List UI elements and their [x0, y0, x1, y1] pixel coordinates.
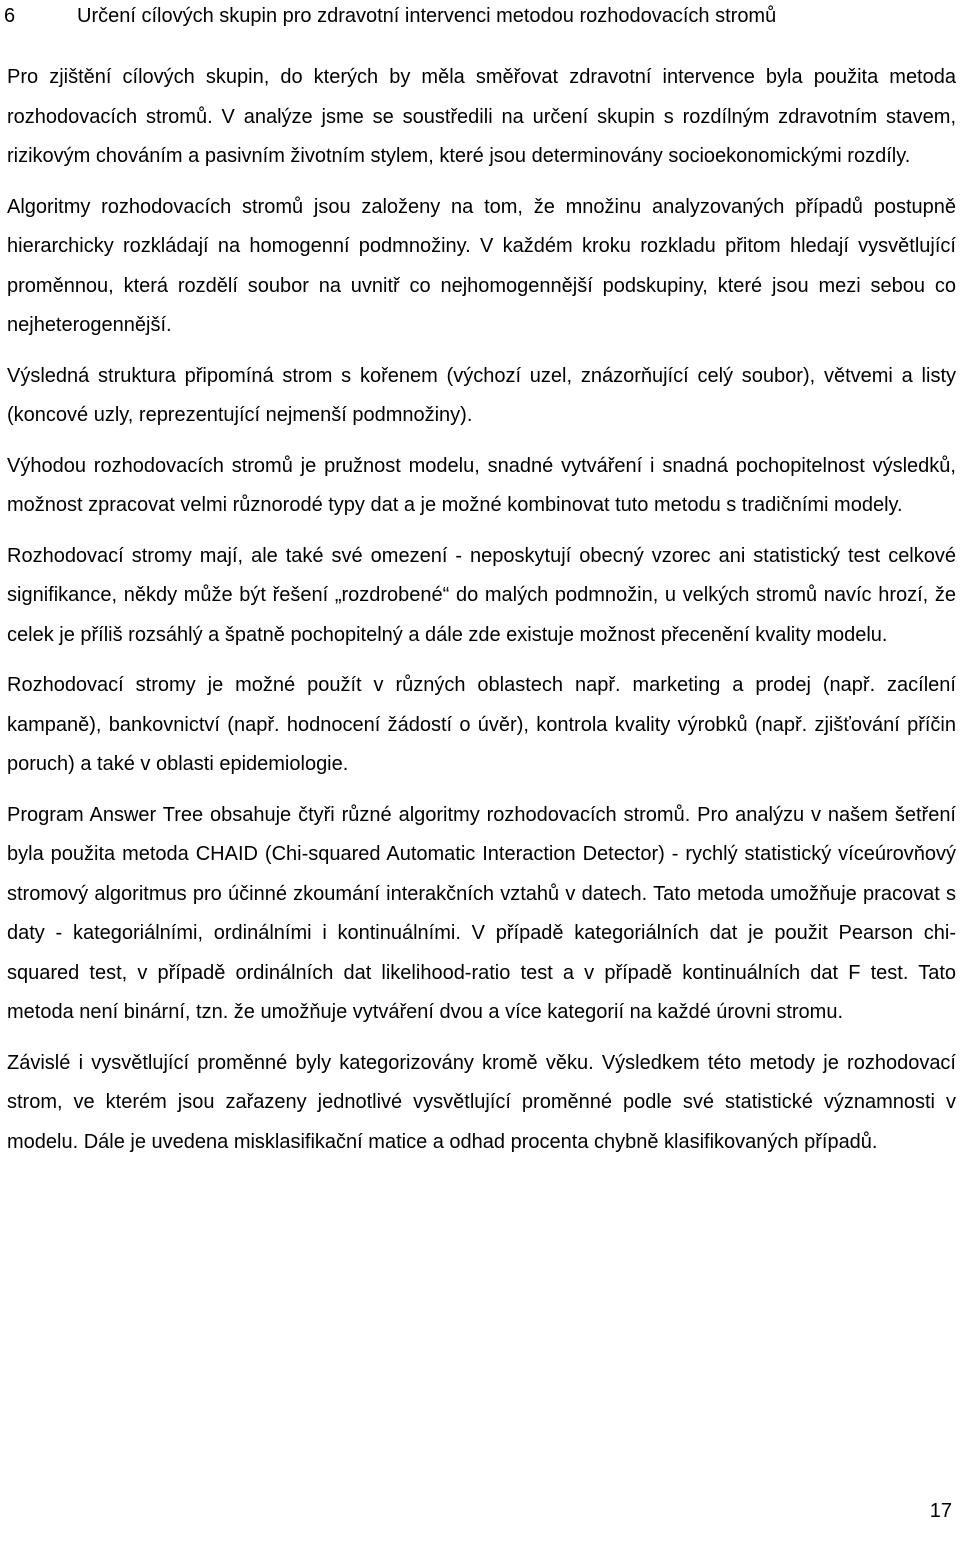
- paragraph-chaid: Program Answer Tree obsahuje čtyři různé algoritmy rozhodovacích stromů. Pro analýzu v našem šetření byla použita metoda CHAID (Chi-squared Automatic Interaction Detector) - rychlý statistický víceúrovňový stromový algoritmus pro účinné zkoumání interakčních vztahů v datech. Tato metoda umožňuje pracovat s daty - kategoriálními, ordinálními i kontinuálními. V případě kategoriálních dat je použit Pearson chi-squared test, v případě ordinálních dat likelihood-ratio test a v případě kontinuálních dat F test. Tato metoda není binární, tzn. že umožňuje vytváření dvou a více kategorií na každé úrovni stromu.: [7, 803, 956, 1023]
- paragraph-structure: Výsledná struktura připomíná strom s kořenem (výchozí uzel, znázorňující celý soubor), větvemi a listy (koncové uzly, reprezentující nejmenší podmnožiny).: [7, 364, 956, 426]
- paragraph-variables: Závislé i vysvětlující proměnné byly kategorizovány kromě věku. Výsledkem této metody je rozhodovací strom, ve kterém jsou zařazeny jednotlivé vysvětlující proměnné podle své statistické významnosti v modelu. Dále je uvedena misklasifikační matice a odhad procenta chybně klasifikovaných případů.: [7, 1051, 956, 1153]
- paragraph-limitations: Rozhodovací stromy mají, ale také své omezení - neposkytují obecný vzorec ani statistický test celkové signifikance, někdy může být řešení „rozdrobené“ do malých podmnožin, u velkých stromů navíc hrozí, že celek je příliš rozsáhlý a špatně pochopitelný a dále zde existuje možnost přecenění kvality modelu.: [7, 544, 956, 646]
- paragraph-algorithms: Algoritmy rozhodovacích stromů jsou založeny na tom, že množinu analyzovaných případů postupně hierarchicky rozkládají na homogenní podmnožiny. V každém kroku rozkladu přitom hledají vysvětlující proměnnou, která rozdělí soubor na uvnitř co nejhomogennější podskupiny, které jsou mezi sebou co nejheterogennější.: [7, 195, 956, 336]
- paragraph-advantages: Výhodou rozhodovacích stromů je pružnost modelu, snadné vytváření i snadná pochopitelnost výsledků, možnost zpracovat velmi různorodé typy dat a je možné kombinovat tuto metodu s tradičními modely.: [7, 454, 956, 516]
- body-text: [7, 58, 956, 1173]
- section-title: Určení cílových skupin pro zdravotní intervenci metodou rozhodovacích stromů: [77, 5, 777, 27]
- section-number: 6: [4, 5, 16, 27]
- page-number: 17: [929, 1500, 952, 1522]
- paragraph-intro: Pro zjištění cílových skupin, do kterých by měla směřovat zdravotní intervence byla použita metoda rozhodovacích stromů. V analýze jsme se soustředili na určení skupin s rozdílným zdravotním stavem, rizikovým chováním a pasivním životním stylem, které jsou determinovány socioekonomickými rozdíly.: [7, 66, 956, 167]
- paragraph-applications: Rozhodovací stromy je možné použít v různých oblastech např. marketing a prodej (např. zacílení kampaně), bankovnictví (např. hodnocení žádostí o úvěr), kontrola kvality výrobků (např. zjišťování příčin poruch) a také v oblasti epidemiologie.: [7, 674, 956, 775]
- section-heading: [4, 2, 952, 30]
